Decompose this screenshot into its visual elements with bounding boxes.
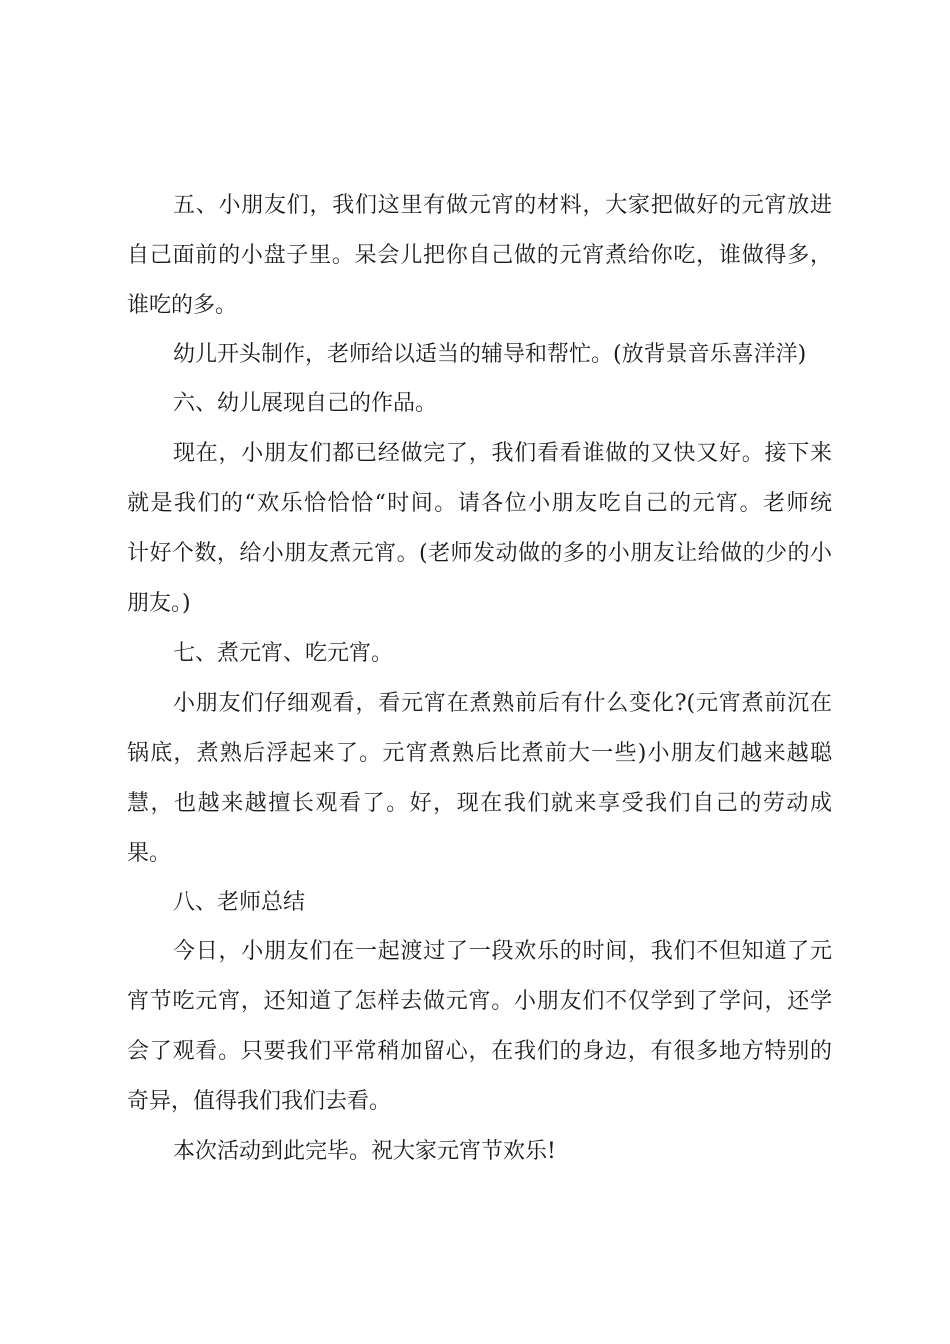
paragraph-7-line-0: 今日，小朋友们在一起渡过了一段欢乐的时间，我们不但知道了元 xyxy=(173,939,832,964)
paragraph-7-line-1: 宵节吃元宵，还知道了怎样去做元宵。小朋友们不仅学到了学问，还学 xyxy=(127,989,832,1014)
paragraph-2-line-0: 六、幼儿展现自己的作品。 xyxy=(173,391,438,416)
paragraph-3-line-2: 计好个数，给小朋友煮元宵。(老师发动做的多的小朋友让给做的少的小 xyxy=(127,541,832,566)
paragraph-1-line-0: 幼儿开头制作，老师给以适当的辅导和帮忙。(放背景音乐喜洋洋) xyxy=(173,342,807,367)
paragraph-3-line-1: 就是我们的“欢乐恰恰恰“时间。请各位小朋友吃自己的元宵。老师统 xyxy=(127,491,832,516)
paragraph-0-line-2: 谁吃的多。 xyxy=(127,293,238,318)
paragraph-6-line-0: 八、老师总结 xyxy=(173,890,306,915)
paragraph-0-line-1: 自己面前的小盘子里。呆会儿把你自己做的元宵煮给你吃，谁做得多， xyxy=(127,243,832,268)
paragraph-3-line-3: 朋友。) xyxy=(127,591,191,616)
paragraph-8-line-0: 本次活动到此完毕。祝大家元宵节欢乐! xyxy=(173,1139,556,1164)
paragraph-7-line-3: 奇异，值得我们我们去看。 xyxy=(127,1089,392,1114)
paragraph-5-line-3: 果。 xyxy=(127,841,172,866)
paragraph-7-line-2: 会了观看。只要我们平常稍加留心，在我们的身边，有很多地方特别的 xyxy=(127,1039,832,1064)
paragraph-5-line-0: 小朋友们仔细观看，看元宵在煮熟前后有什么变化?(元宵煮前沉在 xyxy=(173,691,832,716)
paragraph-5-line-1: 锅底，煮熟后浮起来了。元宵煮熟后比煮前大一些)小朋友们越来越聪 xyxy=(127,741,832,766)
paragraph-3-line-0: 现在，小朋友们都已经做完了，我们看看谁做的又快又好。接下来 xyxy=(173,441,832,466)
paragraph-5-line-2: 慧，也越来越擅长观看了。好，现在我们就来享受我们自己的劳动成 xyxy=(127,791,832,816)
paragraph-0-line-0: 五、小朋友们，我们这里有做元宵的材料，大家把做好的元宵放进 xyxy=(173,193,832,218)
paragraph-4-line-0: 七、煮元宵、吃元宵。 xyxy=(173,641,394,666)
